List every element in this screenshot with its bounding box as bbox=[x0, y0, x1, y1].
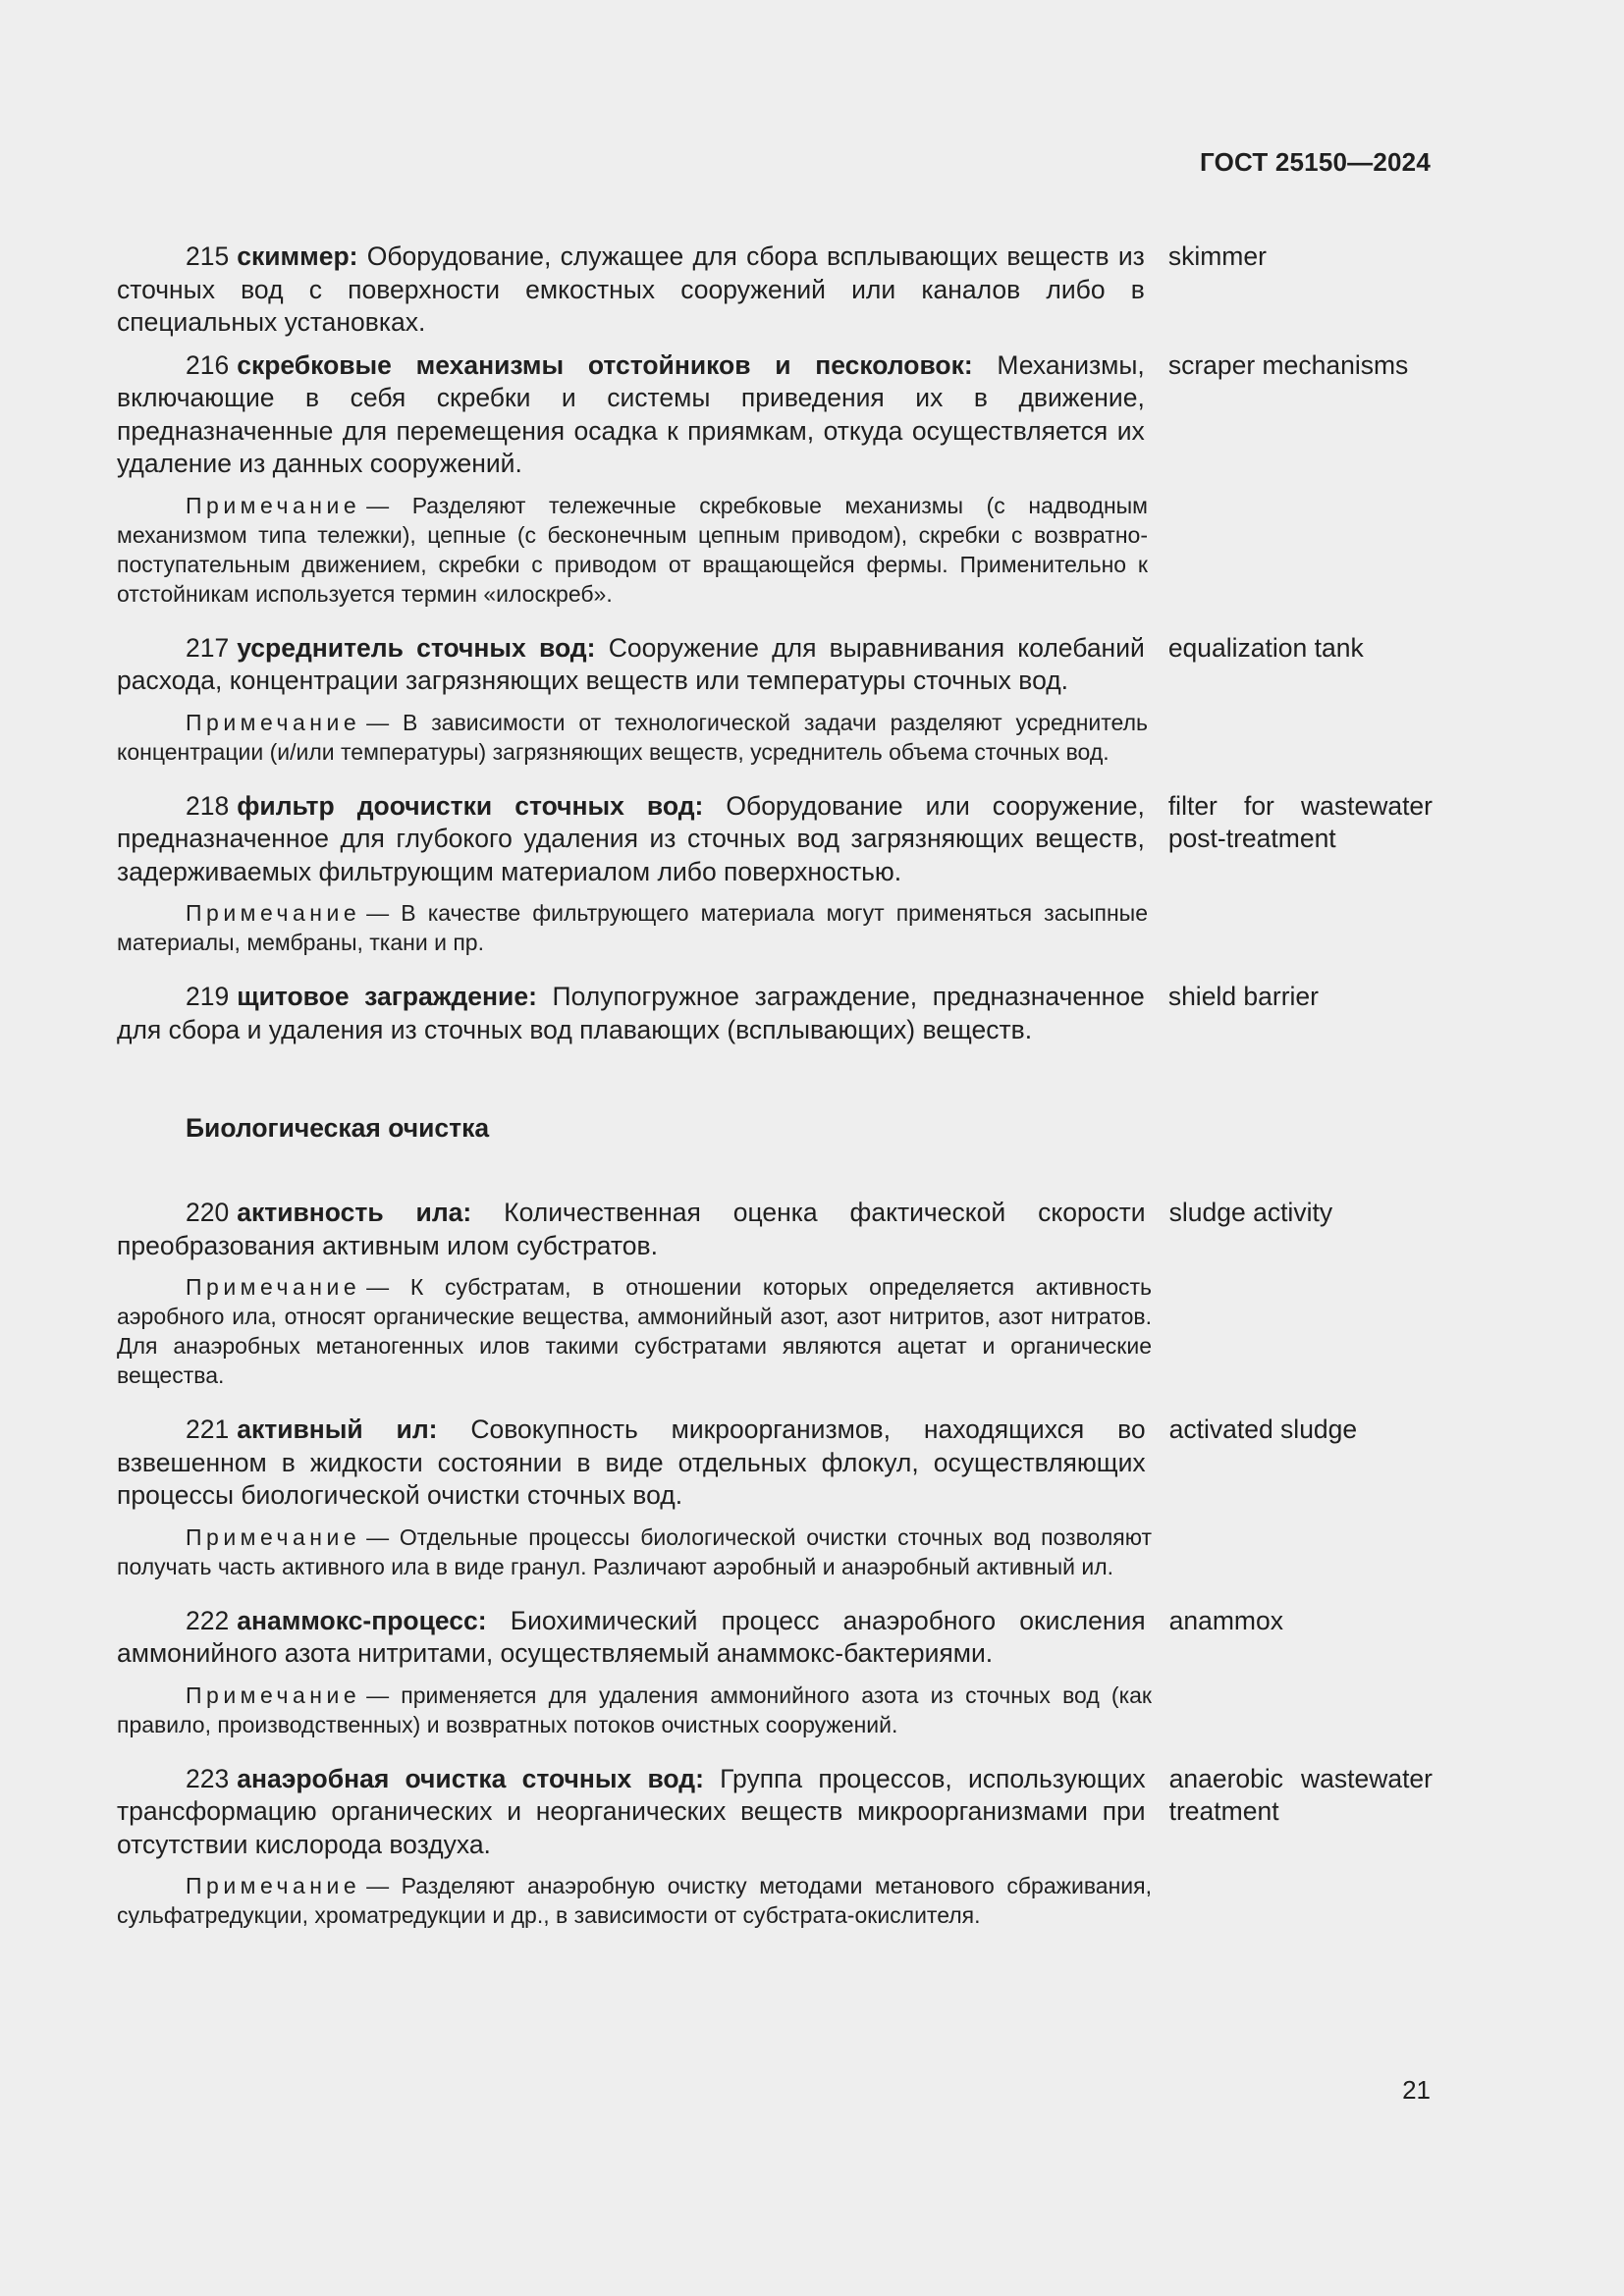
term-entry-216 bbox=[117, 349, 1433, 481]
term-english-equivalent: anammox bbox=[1168, 1605, 1283, 1635]
term-entry-223 bbox=[117, 1763, 1433, 1862]
note-label: Примечание bbox=[186, 1873, 361, 1898]
term-number: 222 bbox=[186, 1605, 230, 1635]
term-number: 215 bbox=[186, 241, 230, 271]
term-number: 219 bbox=[186, 982, 230, 1011]
term-note bbox=[117, 708, 1148, 767]
term-number: 221 bbox=[186, 1415, 230, 1444]
term-number: 217 bbox=[186, 632, 230, 663]
term-name: анаммокс-процесс: bbox=[237, 1605, 487, 1635]
note-label: Примечание bbox=[186, 1523, 361, 1550]
term-definition: Сооружение для выравнивания колебаний расхода, концентрации загрязняющих веществ или температуры сточных вод. bbox=[117, 632, 1145, 695]
term-english-equivalent: sludge activity bbox=[1168, 1198, 1333, 1227]
term-note bbox=[117, 1871, 1152, 1930]
term-name: щитовое заграждение: bbox=[237, 982, 537, 1011]
term-note bbox=[117, 898, 1148, 957]
term-english-equivalent: filter for wastewater post-treatment bbox=[1167, 790, 1433, 853]
term-entry-220 bbox=[117, 1197, 1433, 1262]
term-english-equivalent: skimmer bbox=[1167, 241, 1267, 271]
note-label: Примечание bbox=[186, 1274, 361, 1300]
note-text: — Разделяют тележечные скребковые механизмы (с надводным механизмом типа тележки), цепные (с бесконечным цепным приводом), скребки с возвратно-поступательным движением, скребки с приводом от вращающейся фермы. Применительно к отстойникам используется термин «илоскреб». bbox=[117, 492, 1148, 607]
term-note bbox=[117, 1681, 1152, 1739]
term-note bbox=[117, 491, 1148, 609]
note-text: — В качестве фильтрующего материала могут применяться засыпные материалы, мембраны, ткани и пр. bbox=[117, 900, 1148, 955]
term-name: анаэробная очистка сточных вод: bbox=[237, 1763, 704, 1793]
term-definition: Биохимический процесс анаэробного окисления аммонийного азота нитритами, осуществляемый анаммокс-бактериями. bbox=[117, 1605, 1146, 1668]
term-number: 223 bbox=[186, 1763, 230, 1793]
term-name: активность ила: bbox=[237, 1198, 472, 1227]
term-name: усреднитель сточных вод: bbox=[237, 632, 596, 663]
term-note bbox=[117, 1272, 1152, 1390]
term-english-equivalent: activated sludge bbox=[1168, 1415, 1358, 1444]
term-english-equivalent: equalization tank bbox=[1167, 632, 1364, 663]
term-definition: Полупогружное заграждение, предназначенное для сбора и удаления из сточных вод плавающих (всплывающих) веществ. bbox=[117, 982, 1145, 1044]
term-number: 216 bbox=[186, 349, 230, 380]
term-entry-221 bbox=[117, 1414, 1433, 1513]
term-entry-218 bbox=[117, 790, 1433, 889]
term-note bbox=[117, 1522, 1152, 1581]
terms-group-general bbox=[117, 240, 1433, 1046]
note-text: — Разделяют анаэробную очистку методами метанового сбраживания, сульфатредукции, хроматредукции и др., в зависимости от субстрата-окислителя. bbox=[117, 1873, 1152, 1928]
term-definition: Совокупность микроорганизмов, находящихся во взвешенном в жидкости состоянии в виде отдельных флокул, осуществляющих процессы биологической очистки сточных вод. bbox=[117, 1415, 1146, 1510]
term-definition: Группа процессов, использующих трансформацию органических и неорганических веществ микроорганизмами при отсутствии кислорода воздуха. bbox=[117, 1763, 1146, 1859]
note-label: Примечание bbox=[186, 492, 361, 518]
page-number: 21 bbox=[1402, 2075, 1431, 2105]
document-id-header: ГОСТ 25150—2024 bbox=[1200, 147, 1431, 177]
term-definition: Количественная оценка фактической скорости преобразования активным илом субстратов. bbox=[117, 1198, 1146, 1260]
term-name: скребковые механизмы отстойников и песколовок: bbox=[237, 349, 973, 380]
term-entry-215 bbox=[117, 240, 1433, 340]
note-text: — В зависимости от технологической задачи разделяют усреднитель концентрации (и/или температуры) загрязняющих веществ, усреднитель объема сточных вод. bbox=[117, 709, 1148, 765]
term-number: 218 bbox=[186, 790, 230, 821]
term-definition: Оборудование или сооружение, предназначенное для глубокого удаления из сточных вод загрязняющих веществ, задерживаемых фильтрующим материалом либо поверхностью. bbox=[117, 790, 1145, 886]
term-english-equivalent: scraper mechanisms bbox=[1167, 349, 1409, 380]
term-entry-222 bbox=[117, 1605, 1433, 1671]
note-text: — К субстратам, в отношении которых определяется активность аэробного ила, относят органические вещества, аммонийный азот, азот нитритов, азот нитратов. Для анаэробных метаногенных илов такими субстратами являются ацетат и органические вещества. bbox=[117, 1274, 1152, 1388]
term-definition: Механизмы, включающие в себя скребки и системы приведения их в движение, предназначенные для перемещения осадка к приямкам, откуда осуществляется их удаление из данных сооружений. bbox=[117, 349, 1145, 478]
section-heading: Биологическая очистка bbox=[186, 1113, 490, 1143]
term-name: скиммер: bbox=[237, 241, 358, 271]
term-definition: Оборудование, служащее для сбора всплывающих веществ из сточных вод с поверхности емкостных сооружений или каналов либо в специальных установках. bbox=[117, 241, 1145, 337]
term-name: фильтр доочистки сточных вод: bbox=[237, 790, 704, 821]
note-label: Примечание bbox=[186, 1682, 361, 1708]
note-text: — Отдельные процессы биологической очистки сточных вод позволяют получать часть активного ила в виде гранул. Различают аэробный и анаэробный активный ил. bbox=[117, 1523, 1152, 1579]
term-english-equivalent: anaerobic wastewater treatment bbox=[1168, 1763, 1433, 1826]
terms-group-biological bbox=[117, 1197, 1433, 1930]
term-english-equivalent: shield barrier bbox=[1167, 982, 1319, 1011]
note-text: — применяется для удаления аммонийного азота из сточных вод (как правило, производственных) и возвратных потоков очистных сооружений. bbox=[117, 1682, 1152, 1737]
term-entry-217 bbox=[117, 632, 1433, 698]
note-label: Примечание bbox=[186, 709, 361, 735]
term-number: 220 bbox=[186, 1198, 230, 1227]
term-entry-219 bbox=[117, 981, 1433, 1046]
glossary-content bbox=[117, 240, 1433, 1953]
term-name: активный ил: bbox=[237, 1415, 438, 1444]
note-label: Примечание bbox=[186, 900, 361, 926]
